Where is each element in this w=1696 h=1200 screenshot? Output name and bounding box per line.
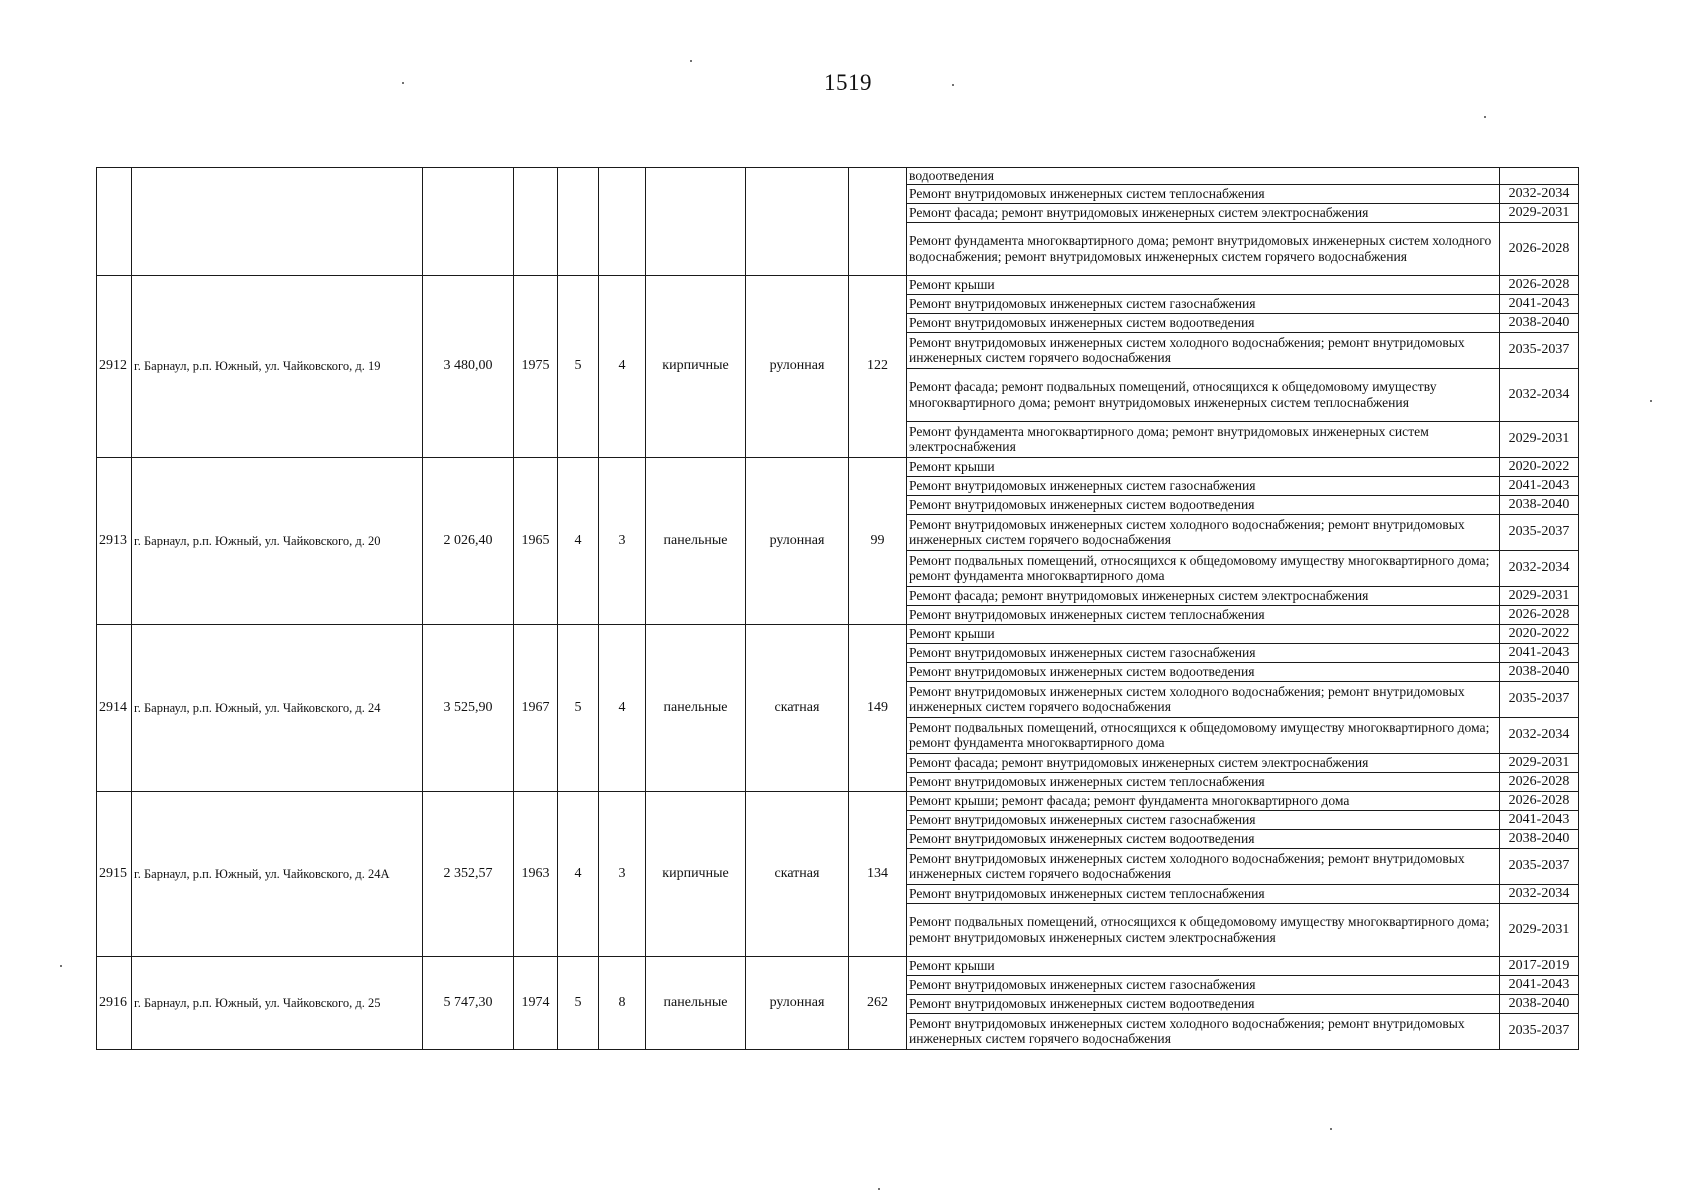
building-number: 2912: [97, 275, 132, 457]
work-period: 2032-2034: [1500, 884, 1579, 903]
empty-cell: [646, 168, 746, 276]
page-number: 1519: [824, 70, 872, 95]
work-description: Ремонт фасада; ремонт подвальных помещений, относящихся к общедомовому имуществу многоквартирного дома; ремонт внутридомовых инженерных систем теплоснабжения: [907, 368, 1500, 421]
wall-material: кирпичные: [646, 275, 746, 457]
work-period: 2038-2040: [1500, 662, 1579, 681]
work-period: 2026-2028: [1500, 605, 1579, 624]
building-area: 5 747,30: [423, 956, 514, 1049]
work-description: Ремонт внутридомовых инженерных систем водоотведения: [907, 662, 1500, 681]
work-description: Ремонт крыши: [907, 624, 1500, 643]
work-description: Ремонт крыши: [907, 457, 1500, 476]
empty-cell: [599, 168, 646, 276]
building-entrances: 3: [599, 457, 646, 624]
building-year: 1965: [514, 457, 558, 624]
empty-cell: [97, 168, 132, 276]
scan-speck: [60, 965, 62, 967]
work-description: Ремонт крыши; ремонт фасада; ремонт фундамента многоквартирного дома: [907, 791, 1500, 810]
work-description: Ремонт подвальных помещений, относящихся к общедомовому имуществу многоквартирного дома; ремонт внутридомовых инженерных систем электроснабжения: [907, 903, 1500, 956]
scan-speck: [952, 84, 954, 86]
work-description: водоотведения: [907, 168, 1500, 185]
work-description: Ремонт фундамента многоквартирного дома; ремонт внутридомовых инженерных систем холодного водоснабжения; ремонт внутридомовых инженерных систем горячего водоснабжения: [907, 222, 1500, 275]
empty-cell: [132, 168, 423, 276]
work-description: Ремонт внутридомовых инженерных систем теплоснабжения: [907, 884, 1500, 903]
table-row: [97, 956, 1579, 975]
building-address: г. Барнаул, р.п. Южный, ул. Чайковского, д. 24А: [132, 791, 423, 956]
scan-speck: [690, 60, 692, 62]
work-description: Ремонт внутридомовых инженерных систем водоотведения: [907, 313, 1500, 332]
residents-count: 262: [849, 956, 907, 1049]
work-period: 2041-2043: [1500, 643, 1579, 662]
building-entrances: 4: [599, 624, 646, 791]
building-address: г. Барнаул, р.п. Южный, ул. Чайковского, д. 19: [132, 275, 423, 457]
roof-type: скатная: [746, 624, 849, 791]
work-period: 2041-2043: [1500, 294, 1579, 313]
work-period: 2038-2040: [1500, 994, 1579, 1013]
work-description: Ремонт внутридомовых инженерных систем холодного водоснабжения; ремонт внутридомовых инженерных систем горячего водоснабжения: [907, 848, 1500, 884]
table-row: [97, 791, 1579, 810]
scan-speck: [878, 1188, 880, 1190]
work-period: [1500, 168, 1579, 185]
residents-count: 99: [849, 457, 907, 624]
work-period: 2032-2034: [1500, 550, 1579, 586]
work-description: Ремонт внутридомовых инженерных систем газоснабжения: [907, 294, 1500, 313]
building-number: 2913: [97, 457, 132, 624]
work-period: 2026-2028: [1500, 222, 1579, 275]
building-address: г. Барнаул, р.п. Южный, ул. Чайковского, д. 25: [132, 956, 423, 1049]
work-period: 2032-2034: [1500, 368, 1579, 421]
work-period: 2032-2034: [1500, 717, 1579, 753]
residents-count: 122: [849, 275, 907, 457]
building-area: 3 525,90: [423, 624, 514, 791]
work-period: 2032-2034: [1500, 184, 1579, 203]
empty-cell: [514, 168, 558, 276]
work-description: Ремонт внутридомовых инженерных систем газоснабжения: [907, 643, 1500, 662]
work-period: 2017-2019: [1500, 956, 1579, 975]
work-description: Ремонт фасада; ремонт внутридомовых инженерных систем электроснабжения: [907, 753, 1500, 772]
work-description: Ремонт внутридомовых инженерных систем холодного водоснабжения; ремонт внутридомовых инженерных систем горячего водоснабжения: [907, 514, 1500, 550]
scan-speck: [1650, 400, 1652, 402]
building-year: 1963: [514, 791, 558, 956]
work-period: 2026-2028: [1500, 275, 1579, 294]
scan-speck: [1330, 1128, 1332, 1130]
work-period: 2026-2028: [1500, 791, 1579, 810]
building-number: 2916: [97, 956, 132, 1049]
scan-speck: [1484, 116, 1486, 118]
empty-cell: [746, 168, 849, 276]
work-description: Ремонт крыши: [907, 275, 1500, 294]
building-entrances: 8: [599, 956, 646, 1049]
work-period: 2038-2040: [1500, 313, 1579, 332]
work-period: 2029-2031: [1500, 903, 1579, 956]
building-floors: 5: [558, 624, 599, 791]
building-area: 2 352,57: [423, 791, 514, 956]
building-address: г. Барнаул, р.п. Южный, ул. Чайковского, д. 20: [132, 457, 423, 624]
work-description: Ремонт фундамента многоквартирного дома; ремонт внутридомовых инженерных систем электроснабжения: [907, 421, 1500, 457]
table-row: [97, 457, 1579, 476]
work-period: 2029-2031: [1500, 421, 1579, 457]
work-description: Ремонт внутридомовых инженерных систем холодного водоснабжения; ремонт внутридомовых инженерных систем горячего водоснабжения: [907, 681, 1500, 717]
building-entrances: 4: [599, 275, 646, 457]
building-number: 2914: [97, 624, 132, 791]
work-description: Ремонт внутридомовых инженерных систем холодного водоснабжения; ремонт внутридомовых инженерных систем горячего водоснабжения: [907, 1013, 1500, 1049]
roof-type: рулонная: [746, 275, 849, 457]
table-row: [97, 275, 1579, 294]
work-period: 2020-2022: [1500, 624, 1579, 643]
table-row: [97, 168, 1579, 185]
building-entrances: 3: [599, 791, 646, 956]
housing-register-table: [96, 167, 1579, 1050]
table-row: [97, 624, 1579, 643]
work-period: 2041-2043: [1500, 810, 1579, 829]
scan-speck: [402, 82, 404, 84]
work-description: Ремонт внутридомовых инженерных систем теплоснабжения: [907, 772, 1500, 791]
wall-material: панельные: [646, 956, 746, 1049]
work-description: Ремонт крыши: [907, 956, 1500, 975]
building-floors: 4: [558, 457, 599, 624]
building-year: 1967: [514, 624, 558, 791]
work-description: Ремонт внутридомовых инженерных систем теплоснабжения: [907, 605, 1500, 624]
work-description: Ремонт внутридомовых инженерных систем водоотведения: [907, 495, 1500, 514]
work-description: Ремонт фасада; ремонт внутридомовых инженерных систем электроснабжения: [907, 586, 1500, 605]
work-period: 2041-2043: [1500, 476, 1579, 495]
work-period: 2029-2031: [1500, 753, 1579, 772]
work-period: 2026-2028: [1500, 772, 1579, 791]
work-period: 2038-2040: [1500, 495, 1579, 514]
wall-material: панельные: [646, 457, 746, 624]
building-address: г. Барнаул, р.п. Южный, ул. Чайковского, д. 24: [132, 624, 423, 791]
roof-type: скатная: [746, 791, 849, 956]
work-period: 2035-2037: [1500, 848, 1579, 884]
work-description: Ремонт подвальных помещений, относящихся к общедомовому имуществу многоквартирного дома; ремонт фундамента многоквартирного дома: [907, 550, 1500, 586]
work-description: Ремонт внутридомовых инженерных систем газоснабжения: [907, 476, 1500, 495]
work-period: 2020-2022: [1500, 457, 1579, 476]
wall-material: панельные: [646, 624, 746, 791]
building-year: 1974: [514, 956, 558, 1049]
work-description: Ремонт внутридомовых инженерных систем теплоснабжения: [907, 184, 1500, 203]
work-period: 2035-2037: [1500, 514, 1579, 550]
empty-cell: [558, 168, 599, 276]
work-description: Ремонт фасада; ремонт внутридомовых инженерных систем электроснабжения: [907, 203, 1500, 222]
residents-count: 149: [849, 624, 907, 791]
building-floors: 4: [558, 791, 599, 956]
work-description: Ремонт подвальных помещений, относящихся к общедомовому имуществу многоквартирного дома; ремонт фундамента многоквартирного дома: [907, 717, 1500, 753]
register-body: [97, 168, 1579, 1050]
work-period: 2038-2040: [1500, 829, 1579, 848]
work-description: Ремонт внутридомовых инженерных систем газоснабжения: [907, 810, 1500, 829]
work-description: Ремонт внутридомовых инженерных систем газоснабжения: [907, 975, 1500, 994]
work-period: 2029-2031: [1500, 586, 1579, 605]
work-period: 2035-2037: [1500, 1013, 1579, 1049]
roof-type: рулонная: [746, 457, 849, 624]
work-description: Ремонт внутридомовых инженерных систем холодного водоснабжения; ремонт внутридомовых инженерных систем горячего водоснабжения: [907, 332, 1500, 368]
building-area: 2 026,40: [423, 457, 514, 624]
work-period: 2041-2043: [1500, 975, 1579, 994]
work-period: 2029-2031: [1500, 203, 1579, 222]
wall-material: кирпичные: [646, 791, 746, 956]
building-floors: 5: [558, 275, 599, 457]
work-period: 2035-2037: [1500, 332, 1579, 368]
work-description: Ремонт внутридомовых инженерных систем водоотведения: [907, 829, 1500, 848]
building-floors: 5: [558, 956, 599, 1049]
empty-cell: [423, 168, 514, 276]
residents-count: 134: [849, 791, 907, 956]
building-number: 2915: [97, 791, 132, 956]
empty-cell: [849, 168, 907, 276]
building-area: 3 480,00: [423, 275, 514, 457]
building-year: 1975: [514, 275, 558, 457]
roof-type: рулонная: [746, 956, 849, 1049]
work-period: 2035-2037: [1500, 681, 1579, 717]
work-description: Ремонт внутридомовых инженерных систем водоотведения: [907, 994, 1500, 1013]
